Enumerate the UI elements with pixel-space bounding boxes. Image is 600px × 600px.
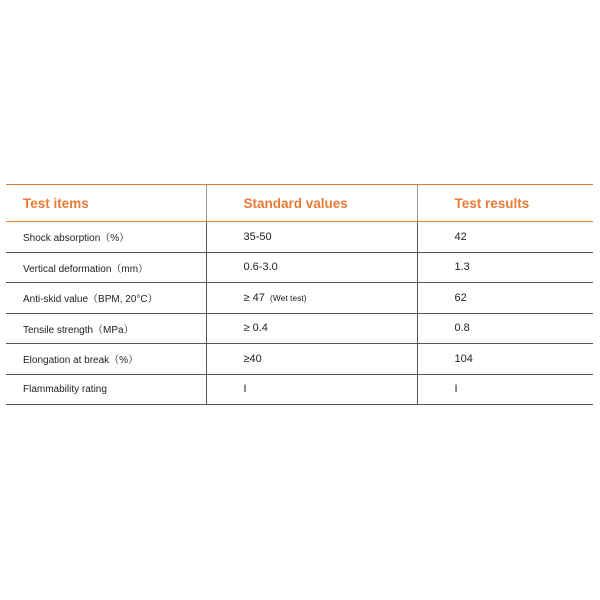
row-item-label: Anti-skid value（BPM, 20°C） [6, 283, 206, 314]
row-test-result: 0.8 [417, 313, 593, 344]
row-test-result: I [417, 374, 593, 405]
table-row [6, 283, 593, 314]
row-item-label: Vertical deformation（mm） [6, 252, 206, 283]
table-row [6, 222, 593, 253]
test-results-table [6, 184, 593, 405]
row-test-result: 42 [417, 222, 593, 253]
test-results-table-container [6, 184, 593, 405]
row-standard-value [206, 283, 417, 314]
standard-value-text: ≥40 [243, 352, 262, 365]
header-standard-values: Standard values [206, 185, 417, 222]
row-test-result: 1.3 [417, 252, 593, 283]
table-row [6, 252, 593, 283]
row-item-label: Elongation at break（%） [6, 344, 206, 375]
standard-value-text: ≥ 0.4 [243, 322, 268, 335]
row-test-result: 104 [417, 344, 593, 375]
row-item-label: Flammability rating [6, 374, 206, 405]
standard-value-text: ≥ 47 [243, 291, 265, 304]
table-row [6, 374, 593, 405]
table-row [6, 344, 593, 375]
row-test-result: 62 [417, 283, 593, 314]
row-item-label: Shock absorption（%） [6, 222, 206, 253]
row-standard-value [206, 222, 417, 253]
standard-value-text: I [243, 383, 247, 396]
row-standard-value [206, 374, 417, 405]
table-row [6, 313, 593, 344]
row-standard-value [206, 313, 417, 344]
row-item-label: Tensile strength（MPa） [6, 313, 206, 344]
standard-value-text: 35-50 [243, 230, 272, 243]
header-row [6, 185, 593, 222]
header-test-items: Test items [6, 185, 206, 222]
header-test-results: Test results [417, 185, 593, 222]
row-standard-value [206, 344, 417, 375]
row-standard-value [206, 252, 417, 283]
standard-value-note: (Wet test) [269, 292, 307, 303]
table-body [6, 222, 593, 405]
table-header [6, 185, 593, 222]
standard-value-text: 0.6-3.0 [243, 261, 278, 274]
